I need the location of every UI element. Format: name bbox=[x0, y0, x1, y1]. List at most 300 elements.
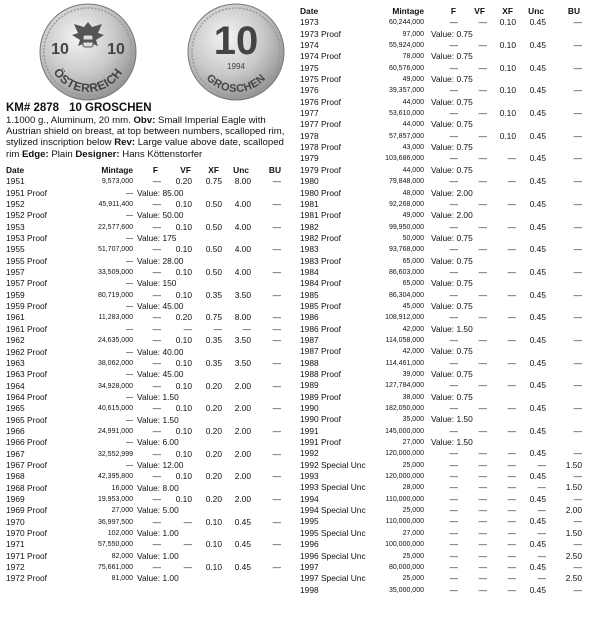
row-date: 1952 bbox=[6, 199, 25, 210]
row-mintage: 24,635,000 bbox=[97, 337, 133, 345]
row-vf: — bbox=[478, 85, 487, 96]
table-row bbox=[6, 324, 284, 335]
table-row bbox=[300, 312, 588, 323]
row-unc: 0.45 bbox=[529, 266, 546, 277]
row-bu: — bbox=[272, 323, 281, 334]
row-mintage: 50,000 bbox=[402, 234, 424, 242]
row-date: 1980 bbox=[300, 176, 319, 187]
table-row bbox=[300, 176, 588, 187]
row-bu: — bbox=[573, 516, 582, 527]
row-f: — bbox=[449, 244, 458, 255]
table-row bbox=[300, 494, 588, 505]
row-xf: — bbox=[507, 334, 516, 345]
table-row bbox=[6, 483, 284, 494]
row-f: — bbox=[449, 108, 458, 119]
table-row bbox=[300, 460, 588, 471]
row-mintage: 120,000,000 bbox=[385, 450, 424, 458]
row-mintage: — bbox=[126, 348, 133, 356]
row-date: 1995 Special Unc bbox=[300, 527, 366, 538]
row-value: Value: 1.00 bbox=[137, 550, 179, 561]
row-mintage: 81,000 bbox=[111, 575, 133, 583]
row-vf: — bbox=[183, 323, 192, 334]
table-row bbox=[300, 40, 588, 51]
row-date: 1988 bbox=[300, 357, 319, 368]
row-bu: — bbox=[272, 199, 281, 210]
row-vf: 0.10 bbox=[175, 199, 192, 210]
row-mintage: 36,997,500 bbox=[97, 518, 133, 526]
row-unc: 0.45 bbox=[529, 130, 546, 141]
row-date: 1965 Proof bbox=[6, 414, 47, 425]
row-vf: — bbox=[478, 153, 487, 164]
row-f: — bbox=[152, 199, 161, 210]
row-bu: — bbox=[573, 153, 582, 164]
row-date: 1961 bbox=[6, 312, 25, 323]
row-f: — bbox=[449, 130, 458, 141]
row-unc: 0.45 bbox=[529, 244, 546, 255]
row-vf: 0.10 bbox=[175, 471, 192, 482]
row-bu: — bbox=[272, 562, 281, 573]
row-f: — bbox=[449, 266, 458, 277]
row-f: — bbox=[449, 380, 458, 391]
row-xf: — bbox=[507, 550, 516, 561]
row-vf: — bbox=[478, 198, 487, 209]
row-xf: 0.75 bbox=[205, 312, 222, 323]
row-date: 1959 Proof bbox=[6, 301, 47, 312]
row-unc: 4.00 bbox=[234, 221, 251, 232]
obverse-number-left: 10 bbox=[51, 41, 69, 58]
row-date: 1970 bbox=[6, 516, 25, 527]
table-row bbox=[6, 210, 284, 221]
row-vf: — bbox=[478, 459, 487, 470]
row-mintage: 35,000,000 bbox=[388, 586, 424, 594]
row-xf: — bbox=[507, 312, 516, 323]
row-bu: — bbox=[272, 380, 281, 391]
row-unc: 2.00 bbox=[234, 448, 251, 459]
row-bu: — bbox=[573, 130, 582, 141]
row-f: — bbox=[449, 357, 458, 368]
row-xf: — bbox=[507, 493, 516, 504]
row-vf: — bbox=[478, 40, 487, 51]
row-xf: 0.10 bbox=[499, 108, 516, 119]
row-vf: — bbox=[478, 539, 487, 550]
table-row bbox=[6, 335, 284, 346]
row-vf: — bbox=[478, 312, 487, 323]
row-xf: — bbox=[507, 505, 516, 516]
row-f: — bbox=[152, 493, 161, 504]
row-unc: 0.45 bbox=[529, 17, 546, 28]
row-mintage: 57,550,000 bbox=[97, 541, 133, 549]
row-date: 1996 Special Unc bbox=[300, 550, 366, 561]
row-mintage: 65,000 bbox=[402, 280, 424, 288]
row-unc: 2.00 bbox=[234, 425, 251, 436]
row-vf: — bbox=[183, 562, 192, 573]
row-mintage: 35,000 bbox=[402, 416, 424, 424]
row-value: Value: 12.00 bbox=[137, 459, 184, 470]
row-bu: — bbox=[573, 471, 582, 482]
row-mintage: — bbox=[126, 439, 133, 447]
row-date: 1988 Proof bbox=[300, 369, 341, 379]
row-value: Value: 0.75 bbox=[431, 119, 473, 130]
row-f: — bbox=[449, 289, 458, 300]
row-value: Value: 0.75 bbox=[431, 391, 473, 402]
table-row bbox=[6, 244, 284, 255]
table-row bbox=[6, 222, 284, 233]
row-unc: 3.50 bbox=[234, 357, 251, 368]
table-row bbox=[300, 29, 588, 40]
row-unc: 0.45 bbox=[529, 312, 546, 323]
row-xf: 0.20 bbox=[205, 448, 222, 459]
row-date: 1974 bbox=[300, 40, 319, 51]
row-value: Value: 0.75 bbox=[431, 232, 473, 243]
row-f: — bbox=[152, 539, 161, 550]
row-mintage: 92,268,000 bbox=[388, 200, 424, 208]
table-row bbox=[6, 426, 284, 437]
row-mintage: 33,509,000 bbox=[97, 269, 133, 277]
row-mintage: 114,058,000 bbox=[385, 336, 424, 344]
row-mintage: 39,000 bbox=[402, 371, 424, 378]
row-unc: 0.45 bbox=[529, 539, 546, 550]
header-mintage: Mintage bbox=[101, 165, 133, 175]
row-xf: — bbox=[507, 266, 516, 277]
table-row bbox=[300, 290, 588, 301]
row-f: — bbox=[449, 425, 458, 436]
row-date: 1976 bbox=[300, 85, 319, 96]
table-row bbox=[300, 142, 588, 153]
row-unc: 0.45 bbox=[529, 516, 546, 527]
row-bu: — bbox=[573, 40, 582, 51]
row-bu: — bbox=[272, 312, 281, 323]
header-unc: Unc bbox=[528, 6, 544, 16]
row-xf: 0.10 bbox=[205, 562, 222, 573]
row-mintage: 49,000 bbox=[402, 212, 424, 220]
row-xf: — bbox=[507, 244, 516, 255]
row-vf: — bbox=[478, 403, 487, 414]
row-mintage: 43,000 bbox=[402, 144, 424, 152]
row-date: 1991 bbox=[300, 425, 319, 436]
row-f: — bbox=[152, 221, 161, 232]
row-unc: 0.45 bbox=[529, 493, 546, 504]
row-f: — bbox=[449, 334, 458, 345]
table-row bbox=[300, 324, 588, 335]
row-date: 1969 Proof bbox=[6, 505, 47, 516]
row-vf: 0.10 bbox=[175, 221, 192, 232]
row-date: 1995 bbox=[300, 516, 319, 527]
table-row bbox=[300, 448, 588, 459]
table-row bbox=[6, 176, 284, 187]
table-row bbox=[300, 188, 588, 199]
row-mintage: 25,000 bbox=[402, 507, 424, 515]
table-row bbox=[300, 573, 588, 584]
row-unc: 0.45 bbox=[529, 221, 546, 232]
table-header bbox=[6, 165, 284, 176]
row-xf: — bbox=[507, 221, 516, 232]
row-mintage: 57,857,000 bbox=[388, 132, 424, 140]
row-bu: — bbox=[272, 289, 281, 300]
row-vf: — bbox=[478, 244, 487, 255]
row-xf: — bbox=[507, 380, 516, 391]
row-mintage: 65,000 bbox=[402, 257, 424, 265]
row-unc: 0.45 bbox=[529, 334, 546, 345]
row-date: 1972 Proof bbox=[6, 573, 47, 584]
table-row bbox=[300, 437, 588, 448]
rev-label: Rev: bbox=[114, 137, 136, 149]
row-f: — bbox=[152, 425, 161, 436]
row-mintage: 44,000 bbox=[402, 121, 424, 129]
table-row bbox=[6, 369, 284, 380]
row-bu: — bbox=[272, 335, 281, 346]
row-mintage: — bbox=[126, 212, 133, 220]
row-vf: — bbox=[478, 176, 487, 187]
header-vf: VF bbox=[474, 6, 485, 16]
row-vf: — bbox=[478, 482, 487, 493]
row-bu: — bbox=[272, 516, 281, 527]
row-bu: — bbox=[272, 357, 281, 368]
row-mintage: — bbox=[126, 325, 133, 333]
row-bu: 2.50 bbox=[565, 573, 582, 584]
row-f: — bbox=[449, 153, 458, 164]
table-row bbox=[6, 392, 284, 403]
row-xf: — bbox=[507, 539, 516, 550]
row-f: — bbox=[449, 312, 458, 323]
row-f: — bbox=[449, 584, 458, 595]
row-date: 1991 Proof bbox=[300, 437, 341, 448]
row-date: 1989 Proof bbox=[300, 391, 341, 402]
row-xf: 0.10 bbox=[499, 85, 516, 96]
row-date: 1953 Proof bbox=[6, 233, 47, 244]
row-value: Value: 0.75 bbox=[431, 164, 473, 175]
table-row bbox=[300, 528, 588, 539]
table-row bbox=[300, 403, 588, 414]
row-xf: — bbox=[507, 176, 516, 187]
row-mintage: 48,000 bbox=[402, 189, 424, 197]
row-mintage: 32,552,999 bbox=[97, 450, 133, 458]
row-xf: — bbox=[507, 289, 516, 300]
row-bu: — bbox=[573, 289, 582, 300]
row-vf: — bbox=[478, 380, 487, 391]
table-row bbox=[6, 278, 284, 289]
row-unc: 0.45 bbox=[234, 562, 251, 573]
row-value: Value: 8.00 bbox=[137, 482, 179, 493]
row-bu: — bbox=[573, 85, 582, 96]
row-vf: 0.10 bbox=[175, 289, 192, 300]
table-row bbox=[6, 437, 284, 448]
row-date: 1964 Proof bbox=[6, 391, 47, 402]
table-row bbox=[300, 414, 588, 425]
row-unc: 0.45 bbox=[529, 176, 546, 187]
coin-name: 10 GROSCHEN bbox=[69, 102, 152, 114]
row-f: — bbox=[152, 323, 161, 334]
row-value: Value: 0.75 bbox=[431, 300, 473, 311]
row-f: — bbox=[449, 527, 458, 538]
row-unc: 0.45 bbox=[529, 62, 546, 73]
row-value: Value: 0.75 bbox=[431, 96, 473, 107]
row-date: 1993 Special Unc bbox=[300, 482, 366, 493]
row-date: 1971 Proof bbox=[6, 550, 47, 561]
row-date: 1976 Proof bbox=[300, 96, 341, 107]
row-mintage: 40,615,000 bbox=[97, 405, 133, 413]
row-date: 1971 bbox=[6, 539, 25, 550]
table-row bbox=[300, 244, 588, 255]
table-header bbox=[300, 6, 588, 17]
obv-label: Obv: bbox=[133, 115, 156, 126]
row-unc: — bbox=[537, 550, 546, 561]
row-mintage: 182,050,000 bbox=[385, 405, 424, 413]
row-mintage: 39,357,000 bbox=[388, 87, 424, 95]
row-f: — bbox=[449, 561, 458, 572]
row-mintage: — bbox=[126, 371, 133, 379]
row-vf: 0.10 bbox=[175, 357, 192, 368]
row-bu: — bbox=[573, 108, 582, 119]
row-mintage: — bbox=[126, 416, 133, 424]
row-mintage: 80,719,000 bbox=[97, 291, 133, 299]
row-xf: 0.20 bbox=[205, 403, 222, 414]
row-vf: — bbox=[183, 516, 192, 527]
row-bu: — bbox=[573, 312, 582, 323]
row-vf: 0.10 bbox=[175, 335, 192, 346]
row-unc: 4.00 bbox=[234, 267, 251, 278]
row-date: 1994 bbox=[300, 493, 319, 504]
mintage-table-left bbox=[6, 165, 284, 585]
table-row bbox=[300, 210, 588, 221]
table-row bbox=[6, 471, 284, 482]
row-bu: — bbox=[573, 493, 582, 504]
row-mintage: 22,577,600 bbox=[97, 223, 133, 231]
table-row bbox=[6, 290, 284, 301]
row-f: — bbox=[449, 448, 458, 459]
row-value: Value: 6.00 bbox=[137, 437, 179, 448]
row-mintage: — bbox=[126, 280, 133, 288]
row-f: — bbox=[152, 516, 161, 527]
row-value: Value: 5.00 bbox=[137, 505, 179, 516]
catalog-number: KM# 2878 bbox=[6, 102, 60, 114]
table-row bbox=[6, 539, 284, 550]
row-mintage: 11,283,000 bbox=[98, 314, 133, 322]
header-bu: BU bbox=[268, 165, 281, 175]
table-row bbox=[300, 256, 588, 267]
row-date: 1966 Proof bbox=[6, 437, 47, 448]
row-vf: — bbox=[478, 17, 487, 28]
edge-label: Edge: bbox=[22, 148, 49, 160]
row-vf: — bbox=[478, 448, 487, 459]
row-date: 1984 bbox=[300, 266, 319, 277]
table-row bbox=[300, 153, 588, 164]
row-vf: — bbox=[478, 527, 487, 538]
table-row bbox=[300, 562, 588, 573]
row-xf: — bbox=[507, 516, 516, 527]
row-bu: — bbox=[272, 403, 281, 414]
row-date: 1975 Proof bbox=[300, 74, 341, 85]
header-bu: BU bbox=[567, 6, 580, 16]
row-date: 1978 bbox=[300, 130, 319, 141]
row-f: — bbox=[449, 403, 458, 414]
row-f: — bbox=[152, 471, 161, 482]
row-date: 1973 bbox=[300, 17, 319, 28]
row-mintage: 27,000 bbox=[111, 507, 133, 515]
table-row bbox=[300, 222, 588, 233]
row-value: Value: 0.75 bbox=[431, 255, 473, 266]
row-mintage: 16,000 bbox=[111, 484, 133, 492]
row-xf: 0.10 bbox=[205, 516, 222, 527]
row-mintage: 42,000 bbox=[402, 348, 424, 356]
row-date: 1975 bbox=[300, 62, 319, 73]
row-value: Value: 50.00 bbox=[137, 210, 184, 221]
table-row bbox=[300, 97, 588, 108]
row-value: Value: 0.75 bbox=[431, 74, 473, 85]
table-row bbox=[300, 74, 588, 85]
designer-text: Hans Köttenstorfer bbox=[122, 148, 203, 160]
row-date: 1981 Proof bbox=[300, 210, 341, 221]
row-mintage: 28,000 bbox=[402, 484, 424, 492]
row-unc: — bbox=[537, 505, 546, 516]
row-bu: — bbox=[573, 244, 582, 255]
row-mintage: 27,000 bbox=[402, 529, 424, 537]
row-xf: — bbox=[507, 403, 516, 414]
table-row bbox=[300, 119, 588, 130]
table-row bbox=[6, 256, 284, 267]
row-bu: 1.50 bbox=[565, 459, 582, 470]
row-vf: — bbox=[478, 493, 487, 504]
obverse-coin bbox=[40, 4, 136, 100]
row-vf: — bbox=[478, 561, 487, 572]
row-bu: — bbox=[272, 471, 281, 482]
row-mintage: 80,000,000 bbox=[388, 563, 424, 571]
row-xf: — bbox=[507, 357, 516, 368]
row-date: 1984 Proof bbox=[300, 278, 341, 289]
table-row bbox=[300, 585, 588, 596]
row-unc: 4.00 bbox=[234, 199, 251, 210]
row-vf: — bbox=[183, 539, 192, 550]
row-f: — bbox=[449, 516, 458, 527]
row-value: Value: 2.00 bbox=[431, 210, 473, 221]
row-xf: — bbox=[507, 561, 516, 572]
row-unc: — bbox=[537, 527, 546, 538]
row-date: 1969 bbox=[6, 493, 25, 504]
row-date: 1990 Proof bbox=[300, 414, 341, 425]
row-mintage: — bbox=[126, 257, 133, 265]
table-row bbox=[6, 188, 284, 199]
header-date: Date bbox=[6, 165, 25, 175]
row-vf: — bbox=[478, 573, 487, 584]
row-bu: — bbox=[573, 380, 582, 391]
row-f: — bbox=[449, 573, 458, 584]
row-vf: 0.10 bbox=[175, 448, 192, 459]
row-mintage: 86,304,000 bbox=[388, 291, 424, 299]
table-row bbox=[6, 551, 284, 562]
table-row bbox=[300, 267, 588, 278]
table-row bbox=[300, 335, 588, 346]
row-bu: — bbox=[573, 448, 582, 459]
row-f: — bbox=[152, 448, 161, 459]
row-unc: 0.45 bbox=[529, 471, 546, 482]
row-unc: 0.45 bbox=[234, 539, 251, 550]
table-row bbox=[6, 233, 284, 244]
row-value: Value: 0.75 bbox=[431, 142, 473, 153]
table-row bbox=[6, 494, 284, 505]
mintage-table-right bbox=[300, 6, 588, 596]
table-row bbox=[300, 358, 588, 369]
row-date: 1959 bbox=[6, 289, 25, 300]
row-mintage: 27,000 bbox=[402, 439, 424, 447]
row-f: — bbox=[152, 176, 161, 187]
row-date: 1968 Proof bbox=[6, 482, 47, 493]
row-date: 1983 bbox=[300, 244, 319, 255]
row-vf: — bbox=[478, 584, 487, 595]
row-vf: — bbox=[478, 471, 487, 482]
row-mintage: 25,000 bbox=[402, 461, 424, 469]
table-row bbox=[6, 528, 284, 539]
row-date: 1993 bbox=[300, 471, 319, 482]
row-vf: 0.20 bbox=[175, 176, 192, 187]
